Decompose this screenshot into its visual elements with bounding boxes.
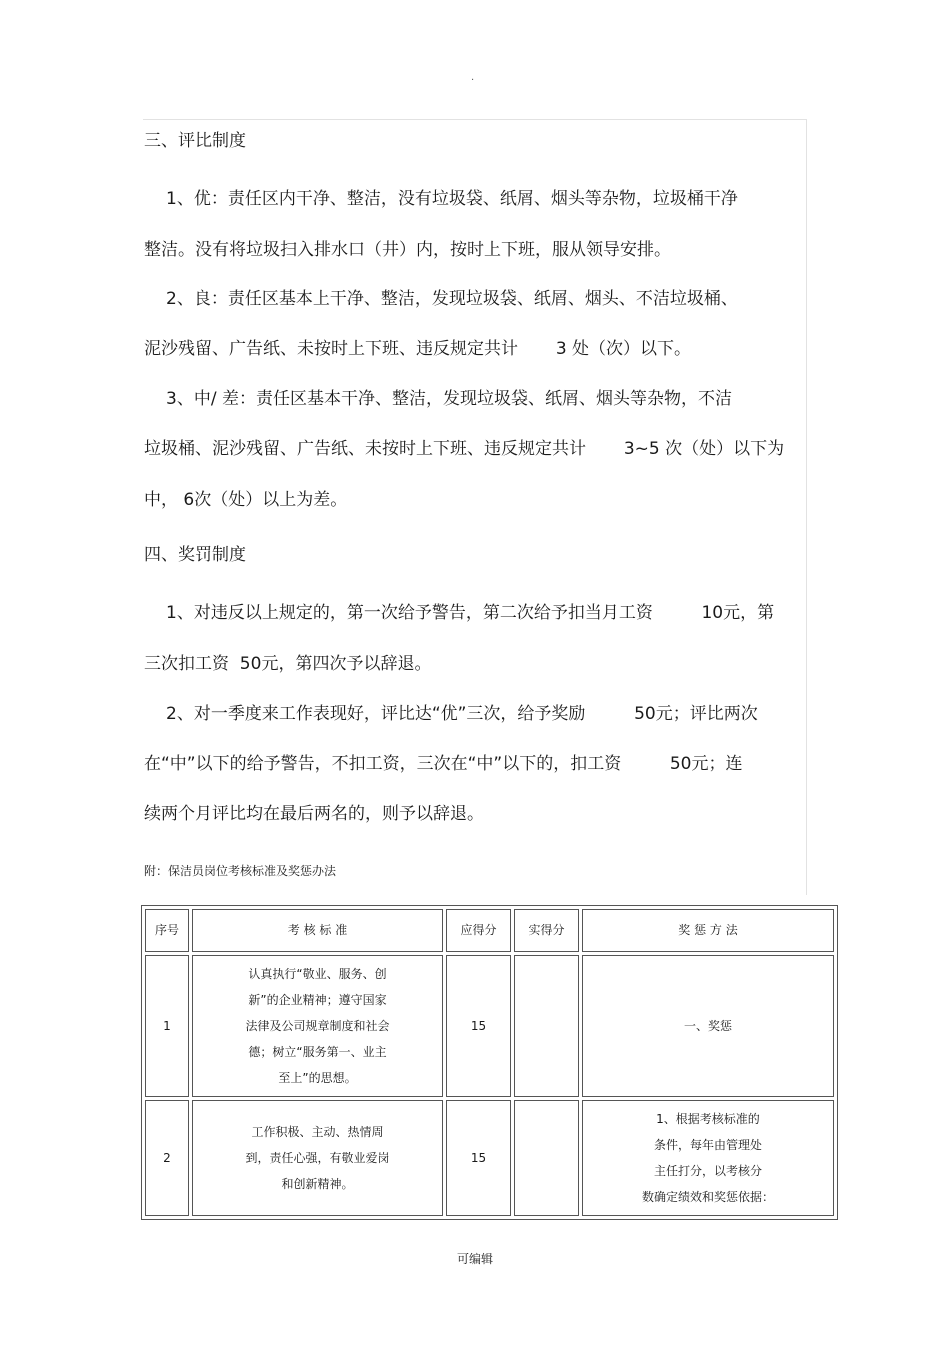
frame-top-line bbox=[143, 119, 807, 120]
attachment-note: 附：保洁员岗位考核标准及奖惩办法 bbox=[144, 864, 337, 878]
table-row bbox=[145, 955, 834, 1097]
row-1-score: 15 bbox=[446, 955, 511, 1097]
paragraph-5-line-3: 续两个月评比均在最后两名的，则予以辞退。 bbox=[144, 804, 484, 824]
page-top-mark: . bbox=[471, 72, 475, 83]
paragraph-2-line-2: 泥沙残留、广告纸、未按时上下班、违反规定共计 3 处（次）以下。 bbox=[144, 339, 692, 359]
table-row bbox=[145, 1100, 834, 1216]
row-2-method-text: 1、根据考核标准的 条件，每年由管理处 主任打分，以考核分 数确定绩效和奖惩依据： bbox=[641, 1112, 774, 1205]
row-2-no: 2 bbox=[145, 1100, 189, 1216]
paragraph-5-line-2: 在“中”以下的给予警告，不扣工资，三次在“中”以下的，扣工资 50元；连 bbox=[144, 754, 743, 774]
paragraph-1-line-2: 整洁。没有将垃圾扫入排水口（井）内，按时上下班，服从领导安排。 bbox=[144, 240, 671, 260]
row-2-standard-text: 工作积极、主动、热情周 到，责任心强，有敬业爱岗 和创新精神。 bbox=[245, 1125, 390, 1192]
paragraph-3-line-3: 中， 6次（处）以上为差。 bbox=[144, 490, 348, 510]
paragraph-1-line-1: 1、优：责任区内干净、整洁，没有垃圾袋、纸屑、烟头等杂物，垃圾桶干净 bbox=[166, 189, 738, 209]
row-2-standard bbox=[192, 1100, 443, 1216]
row-2-score: 15 bbox=[446, 1100, 511, 1216]
row-1-no: 1 bbox=[145, 955, 189, 1097]
section-3-title: 三、评比制度 bbox=[144, 131, 246, 151]
paragraph-3-line-1: 3、中/ 差：责任区基本干净、整洁，发现垃圾袋、纸屑、烟头等杂物，不洁 bbox=[166, 389, 732, 409]
table-header-row bbox=[145, 909, 834, 952]
paragraph-3-line-2: 垃圾桶、泥沙残留、广告纸、未按时上下班、违反规定共计 3~5 次（处）以下为 bbox=[144, 439, 785, 459]
paragraph-4-line-1: 1、对违反以上规定的，第一次给予警告，第二次给予扣当月工资 10元，第 bbox=[166, 603, 775, 623]
header-method: 奖 惩 方 法 bbox=[582, 909, 834, 952]
paragraph-5-line-1: 2、对一季度来工作表现好，评比达“优”三次，给予奖励 50元；评比两次 bbox=[166, 704, 758, 724]
header-score: 应得分 bbox=[446, 909, 511, 952]
row-1-standard-text: 认真执行“敬业、服务、创 新”的企业精神；遵守国家 法律及公司规章制度和社会 德；树立“服务第一、业主 至上”的思想。 bbox=[245, 966, 390, 1085]
header-standard: 考 核 标 准 bbox=[192, 909, 443, 952]
header-actual: 实得分 bbox=[514, 909, 579, 952]
row-2-actual bbox=[514, 1100, 579, 1216]
assessment-table bbox=[141, 905, 838, 1220]
paragraph-4-line-2: 三次扣工资 50元，第四次予以辞退。 bbox=[144, 654, 432, 674]
paragraph-2-line-1: 2、良：责任区基本上干净、整洁，发现垃圾袋、纸屑、烟头、不洁垃圾桶、 bbox=[166, 289, 738, 309]
row-1-actual bbox=[514, 955, 579, 1097]
header-no: 序号 bbox=[145, 909, 189, 952]
footer-label: 可编辑 bbox=[456, 1252, 493, 1266]
frame-right-line bbox=[806, 119, 807, 895]
row-2-method bbox=[582, 1100, 834, 1216]
row-1-standard bbox=[192, 955, 443, 1097]
section-4-title: 四、奖罚制度 bbox=[144, 545, 246, 565]
row-1-method: 一、奖惩 bbox=[582, 955, 834, 1097]
